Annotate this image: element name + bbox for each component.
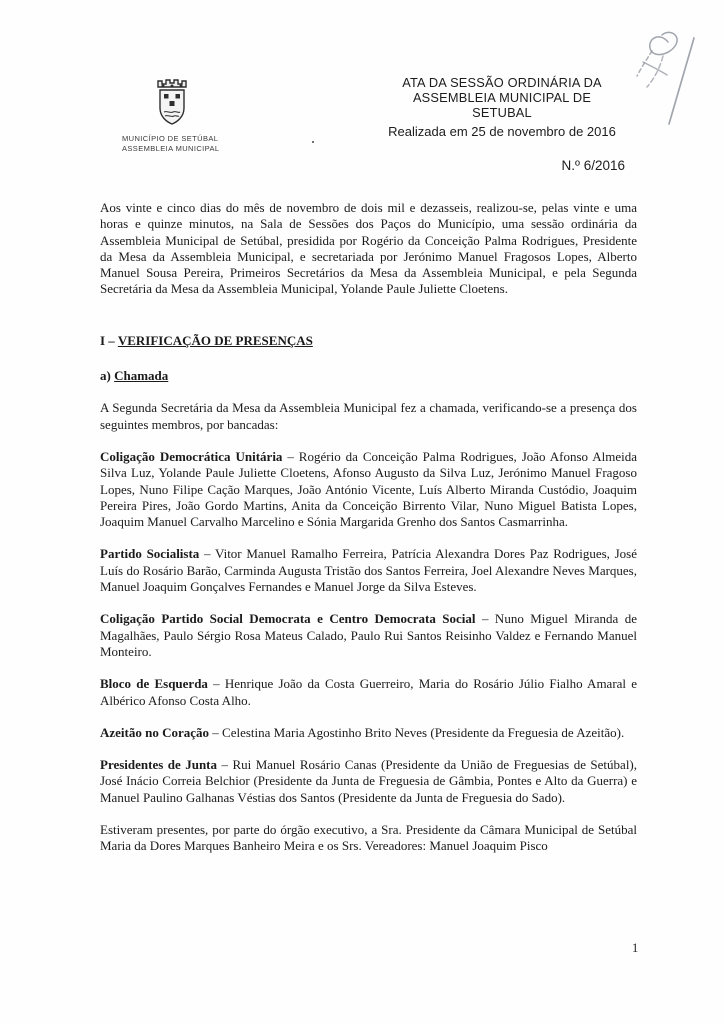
logo-block — [122, 74, 240, 154]
bancada-paragraph-presidentes-junta — [100, 757, 637, 806]
session-date: Realizada em 25 de novembro de 2016 — [388, 124, 616, 140]
executive-paragraph: Estiveram presentes, por parte do órgão executivo, a Sra. Presidente da Câmara Municipal de Setúbal Maria da Dores Marques Banheiro Meira e os Srs. Vereadores: Manuel Joaquim Pisco — [100, 822, 637, 854]
bancada-members: – Vitor Manuel Ramalho Ferreira, Patrícia Alexandra Dores Paz Rodrigues, José Luís do Rosário Barão, Carminda Augusta Tristão dos Santos Ferreira, Joel Alexandre Neves Marques, Manuel Joaquim Gonçalves Fernandes e Manuel Jorge da Silva Esteves. — [100, 546, 638, 595]
bancada-members: – Nuno Miguel Miranda de Magalhães, Paulo Sérgio Rosa Mateus Calado, Paulo Rui Santos Reisinho Valdez e Fernando Manuel Monteiro. — [100, 611, 637, 659]
intro-paragraph: Aos vinte e cinco dias do mês de novembro de dois mil e dezasseis, realizou-se, pelas vinte e uma horas e quinze minutos, na Sala de Sessões dos Paços do Município, uma sessão ordinária da Assembleia Municipal de Setúbal, presidida por Rogério da Conceição Palma Rodrigues, Presidente da Mesa da Assembleia Municipal, e secretariada por Jerónimo Manuel Fragosos Lopes, Alberto Manuel Sousa Pereira, Primeiros Secretários da Mesa da Assembleia Municipal, e pela Segunda Secretária da Mesa da Assembleia Municipal, Yolande Paule Juliette Cloetens. — [100, 200, 637, 297]
bancada-name: Bloco de Esquerda — [100, 676, 208, 692]
bancada-name: Coligação Democrática Unitária — [100, 448, 283, 464]
bancada-paragraph-psd-cds — [100, 611, 637, 660]
bancada-paragraph-azeitao — [100, 725, 637, 741]
bancada-members: – Celestina Maria Agostinho Brito Neves (Presidente da Freguesia de Azeitão). — [212, 724, 625, 740]
document-header — [362, 76, 642, 139]
subsection-heading-chamada — [100, 368, 637, 384]
document-body — [100, 196, 637, 855]
section-prefix: I – — [100, 332, 118, 348]
bancada-name: Presidentes de Junta — [100, 757, 218, 773]
municipal-crest-icon — [150, 74, 194, 128]
title-line-3: SETUBAL — [472, 104, 532, 120]
section-heading-verificacao — [100, 333, 637, 349]
document-number: N.º 6/2016 — [561, 158, 625, 173]
scan-artifact-dot — [312, 141, 314, 143]
page-number: 1 — [632, 941, 639, 955]
logo-caption-line1: MUNICÍPIO DE SETÚBAL — [122, 134, 219, 143]
chamada-paragraph: A Segunda Secretária da Mesa da Assembleia Municipal fez a chamada, verificando-se a presença dos seguintes membros, por bancadas: — [100, 400, 637, 432]
title-line-2: ASSEMBLEIA MUNICIPAL DE — [412, 89, 592, 105]
bancada-members: – Rui Manuel Rosário Canas (Presidente da União de Freguesias de Setúbal), José Inácio Correia Belchior (Presidente da Junta de Freguesia de Gâmbia, Pontes e Alto da Guerra) e Manuel Paulino Galhanas Véstias dos Santos (Presidente da Junta de Freguesia do Sado). — [100, 757, 638, 805]
section-title: VERIFICAÇÃO DE PRESENÇAS — [117, 332, 313, 348]
handwritten-initials — [612, 18, 720, 136]
subsection-prefix: a) — [100, 368, 115, 384]
bancada-name: Azeitão no Coração — [100, 724, 210, 740]
subsection-title: Chamada — [114, 368, 169, 384]
bancada-name: Coligação Partido Social Democrata e Centro Democrata Social — [100, 611, 476, 627]
title-line-1: ATA DA SESSÃO ORDINÁRIA DA — [402, 75, 602, 90]
bancada-members: – Henrique João da Costa Guerreiro, Maria do Rosário Júlio Fialho Amaral e Albérico Afonso Costa Alho. — [100, 676, 638, 708]
bancada-paragraph-be — [100, 676, 637, 709]
bancada-name: Partido Socialista — [100, 546, 200, 562]
logo-caption-line2: ASSEMBLEIA MUNICIPAL — [122, 144, 220, 153]
bancada-paragraph-ps — [100, 546, 637, 595]
bancada-paragraph-cdu — [100, 449, 637, 530]
bancada-members: – Rogério da Conceição Palma Rodrigues, João Afonso Almeida Silva Luz, Yolande Paule Juliette Cloetens, Afonso Augusto da Silva Luz, Jerónimo Manuel Fragoso Lopes, Nuno Filipe Cação Marques, João António Vicente, Luís Alberto Miranda Custódio, Joaquim Pereira Pires, João Gordo Martins, Anita da Conceição Birrento Vilar, Nuno Miguel Batista Lopes, Joaquim Manuel Carvalho Marcelino e Sónia Margarida Grenho dos Santos Casmarrinha. — [100, 448, 637, 530]
document-title — [362, 76, 642, 120]
